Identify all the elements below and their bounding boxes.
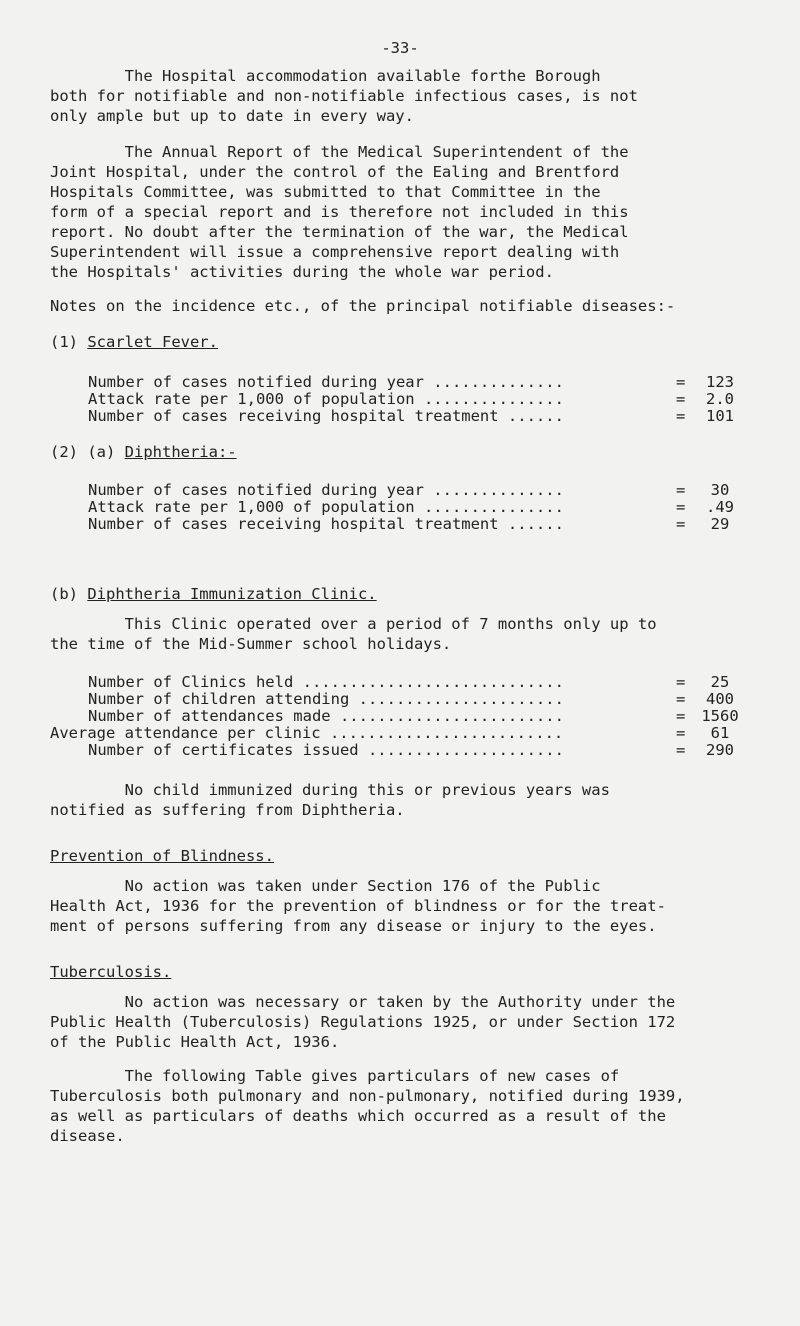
text-line: No action was taken under Section 176 of the Public (50, 877, 601, 895)
text-line: This Clinic operated over a period of 7 months only up to (50, 615, 657, 633)
equals-sign: = (676, 673, 686, 691)
equals-sign: = (676, 741, 686, 759)
stat-value: 29 (710, 515, 730, 533)
text-line: Hospitals Committee, was submitted to that Committee in the (50, 183, 601, 201)
text-line: the Hospitals' activities during the whole war period. (50, 263, 554, 281)
text-line: Tuberculosis both pulmonary and non-pulmonary, notified during 1939, (50, 1087, 685, 1105)
stat-value: 2.0 (706, 390, 734, 408)
text-line: of the Public Health Act, 1936. (50, 1033, 340, 1051)
equals-sign: = (676, 690, 686, 708)
text-line: report. No doubt after the termination of the war, the Medical (50, 223, 629, 241)
equals-sign: = (676, 481, 686, 499)
text-line: Public Health (Tuberculosis) Regulations 1925, or under Section 172 (50, 1013, 676, 1031)
equals-sign: = (676, 515, 686, 533)
stat-value: 400 (706, 690, 734, 708)
equals-sign: = (676, 373, 686, 391)
stat-value: 61 (710, 724, 730, 742)
equals-sign: = (676, 707, 686, 725)
text-line: Superintendent will issue a comprehensive report dealing with (50, 243, 620, 261)
stat-label: Number of cases receiving hospital treatment ...... (88, 515, 564, 533)
text-line: The Annual Report of the Medical Superintendent of the (50, 143, 629, 161)
stat-label: Number of children attending ...................... (88, 690, 564, 708)
text-line: only ample but up to date in every way. (50, 107, 414, 125)
text-line: Joint Hospital, under the control of the Ealing and Brentford (50, 163, 620, 181)
section-heading-tuberculosis: Tuberculosis. (50, 963, 172, 981)
stat-label: Number of cases notified during year .............. (88, 481, 564, 499)
text-line: notified as suffering from Diphtheria. (50, 801, 405, 819)
text-line: The following Table gives particulars of new cases of (50, 1067, 620, 1085)
text-line: as well as particulars of deaths which occurred as a result of the (50, 1107, 666, 1125)
text-line: both for notifiable and non-notifiable infectious cases, is not (50, 87, 638, 105)
stat-value: 1560 (701, 707, 739, 725)
stat-value: 290 (706, 741, 734, 759)
stat-label: Number of attendances made ........................ (88, 707, 564, 725)
stat-value: 30 (710, 481, 730, 499)
text-line: form of a special report and is therefore not included in this (50, 203, 629, 221)
text-line: disease. (50, 1127, 125, 1145)
equals-sign: = (676, 724, 686, 742)
text-line: No child immunized during this or previous years was (50, 781, 610, 799)
text-line: the time of the Mid-Summer school holidays. (50, 635, 452, 653)
equals-sign: = (676, 498, 686, 516)
text-line: The Hospital accommodation available forthe Borough (50, 67, 601, 85)
section-heading-diphtheria: (2) (a) Diphtheria:- (50, 443, 237, 461)
section-heading-scarlet-fever: (1) Scarlet Fever. (50, 333, 218, 351)
notes-line: Notes on the incidence etc., of the principal notifiable diseases:- (50, 297, 676, 315)
stat-value: .49 (706, 498, 734, 516)
section-heading-immunization-clinic: (b) Diphtheria Immunization Clinic. (50, 585, 377, 603)
stat-value: 25 (710, 673, 730, 691)
stat-label: Number of cases receiving hospital treatment ...... (88, 407, 564, 425)
stat-label: Number of Clinics held ............................ (88, 673, 564, 691)
stat-label: Attack rate per 1,000 of population ............... (88, 390, 564, 408)
page-number: -33- (381, 39, 419, 57)
stat-label: Number of cases notified during year .............. (88, 373, 564, 391)
stat-label: Number of certificates issued ..................... (88, 741, 564, 759)
section-heading-prevention-of-blindness: Prevention of Blindness. (50, 847, 274, 865)
equals-sign: = (676, 407, 686, 425)
text-line: ment of persons suffering from any disease or injury to the eyes. (50, 917, 657, 935)
text-line: No action was necessary or taken by the Authority under the (50, 993, 676, 1011)
text-line: Health Act, 1936 for the prevention of blindness or for the treat- (50, 897, 666, 915)
stat-label: Attack rate per 1,000 of population ............... (88, 498, 564, 516)
stat-value: 123 (706, 373, 734, 391)
stat-label: Average attendance per clinic ......................... (50, 724, 564, 742)
stat-value: 101 (706, 407, 734, 425)
equals-sign: = (676, 390, 686, 408)
